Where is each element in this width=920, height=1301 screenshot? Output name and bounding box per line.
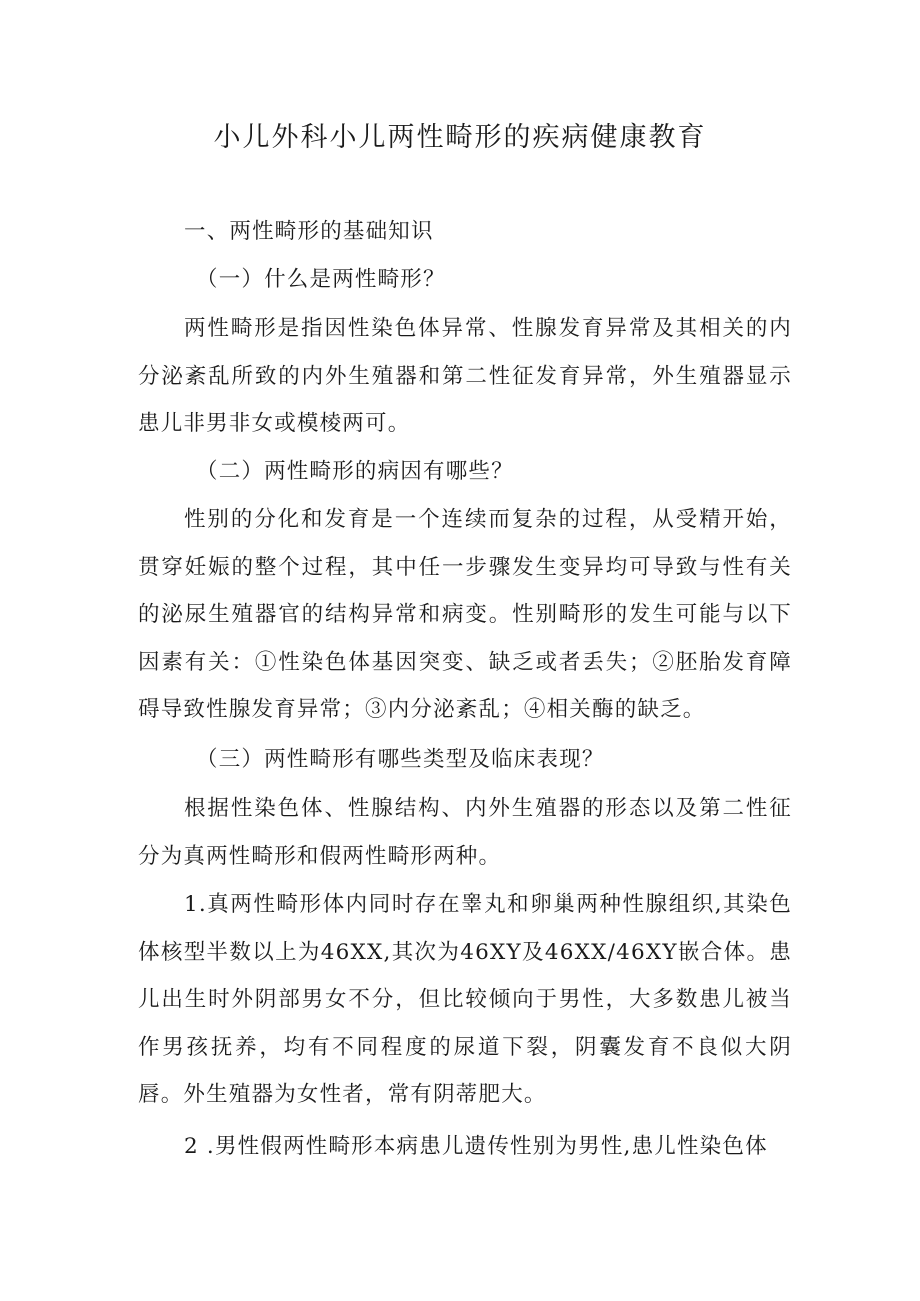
type-paragraph-2: 2 .男性假两性畸形本病患儿遗传性别为男性,患儿性染色体 [184, 1134, 768, 1159]
question-heading-2: （二）两性畸形的病因有哪些？ [196, 459, 514, 484]
document-title: 小儿外科小儿两性畸形的疾病健康教育 [213, 122, 707, 153]
type-paragraph-1: 1.真两性畸形体内同时存在睾丸和卵巢两种性腺组织,其染色体核型半数以上为46XX,其次为46XY及46XX/46XY嵌合体。患儿出生时外阴部男女不分，但比较倾向于男性，大多数患儿被当作男孩抚养，均有不同程度的尿道下裂，阴囊发育不良似大阴唇。外生殖器为女性者，常有阴蒂肥大。 [138, 892, 792, 1107]
answer-paragraph-3: 根据性染色体、性腺结构、内外生殖器的形态以及第二性征分为真两性畸形和假两性畸形两种。 [138, 796, 792, 869]
answer-paragraph-1: 两性畸形是指因性染色体异常、性腺发育异常及其相关的内分泌紊乱所致的内外生殖器和第二性征发育异常，外生殖器显示患儿非男非女或模棱两可。 [138, 316, 792, 436]
question-heading-3: （三）两性畸形有哪些类型及临床表现？ [196, 747, 605, 772]
section-heading: 一、两性畸形的基础知识 [184, 219, 434, 244]
question-heading-1: （一）什么是两性畸形？ [196, 267, 446, 292]
answer-paragraph-2: 性别的分化和发育是一个连续而复杂的过程，从受精开始，贯穿妊娠的整个过程，其中任一步骤发生变异均可导致与性有关的泌尿生殖器官的结构异常和病变。性别畸形的发生可能与以下因素有关：①性染色体基因突变、缺乏或者丢失；②胚胎发育障碍导致性腺发育异常；③内分泌紊乱；④相关酶的缺乏。 [138, 507, 792, 722]
